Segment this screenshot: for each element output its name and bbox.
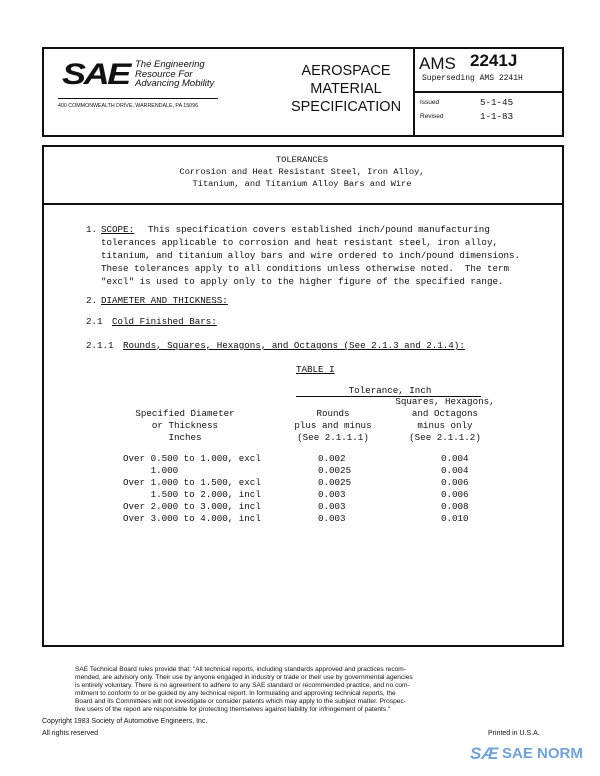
rights-reserved: All rights reserved [42, 730, 99, 737]
scope-text: "excl" is used to apply only to the higher figure of the specified range. [101, 276, 504, 287]
table-cell-diameter: Over 0.500 to 1.000, excl [123, 453, 261, 464]
scope-text: titanium, and titanium alloy bars and wire ordered to inch/pound dimensions. [101, 250, 521, 261]
sae-logo: SAE [62, 58, 129, 91]
scope-text: tolerances applicable to corrosion and heat resistant steel, iron alloy, [101, 237, 498, 248]
revised-date: 1-1-83 [480, 111, 514, 122]
supersedes: Superseding AMS 2241H [422, 74, 523, 83]
table-cell-squares: 0.006 [441, 477, 469, 488]
watermark-logo: SÆ [470, 744, 499, 763]
table-cell-rounds: 0.0025 [318, 477, 352, 488]
column-header-rounds: Rounds plus and minus (See 2.1.1.1) [294, 408, 372, 443]
scope-text: This specification covers established inch/pound manufacturing [148, 224, 490, 235]
table-cell-diameter: Over 1.000 to 1.500, excl [123, 477, 261, 488]
table-cell-diameter: Over 2.000 to 3.000, incl [123, 501, 261, 512]
tagline: The Engineering Resource For Advancing Mobility [135, 59, 215, 89]
table-cell-diameter: 1.500 to 2.000, incl [123, 489, 261, 500]
table-cell-squares: 0.006 [441, 489, 469, 500]
copyright: Copyright 1983 Society of Automotive Engineers, Inc. [42, 718, 208, 725]
table-cell-diameter: Over 3.000 to 4.000, incl [123, 513, 261, 524]
disclaimer: SAE Technical Board rules provide that: "All technical reports, including standards approved and practices recom- mended, are advisory only. Their use by anyone engaged in industry or trade or their use by governmental agencies is entirely voluntary. There is no agreement to adhere to any SAE standard or recommended practice, and no com- mitment to conform to or be guided by any technical report. In formulating and approving technical reports, the Board and its Committees will not investigate or consider patents which may apply to the subject matter. Prospec- tive users of the report are responsible for protecting themselves against liability for infringement of patents." [75, 666, 413, 713]
column-header-diameter: Specified Diameter or Thickness Inches [135, 408, 235, 443]
title-heading: TOLERANCES [275, 155, 329, 165]
table-cell-rounds: 0.003 [318, 501, 346, 512]
issued-date: 5-1-45 [480, 97, 514, 108]
title-line: Corrosion and Heat Resistant Steel, Iron Alloy, [179, 167, 425, 177]
section-label: Rounds, Squares, Hexagons, and Octagons (See 2.1.3 and 2.1.4): [123, 340, 465, 351]
table-cell-squares: 0.010 [441, 513, 469, 524]
section-number: 2.1.1 [86, 340, 114, 351]
table-cell-squares: 0.004 [441, 453, 469, 464]
section-label: SCOPE: [101, 224, 135, 235]
table-cell-rounds: 0.002 [318, 453, 346, 464]
section-label: Cold Finished Bars: [112, 316, 217, 327]
section-number: 1. [86, 224, 98, 235]
title-line: Titanium, and Titanium Alloy Bars and Wire [192, 179, 412, 189]
logo-rule [58, 98, 218, 99]
title-rule [42, 203, 562, 205]
revised-label: Revised [420, 113, 444, 120]
section-label: DIAMETER AND THICKNESS: [101, 295, 228, 306]
table-cell-rounds: 0.0025 [318, 465, 352, 476]
ams-number: 2241J [470, 51, 518, 70]
table-cell-squares: 0.004 [441, 465, 469, 476]
address: 400 COMMONWEALTH DRIVE, WARRENDALE, PA 15096 [58, 103, 199, 109]
section-number: 2.1 [86, 316, 103, 327]
table-caption: TABLE I [296, 364, 335, 375]
column-header-squares: Squares, Hexagons, and Octagons minus only (See 2.1.1.2) [395, 396, 495, 443]
table-cell-diameter: 1.000 [123, 465, 179, 476]
table-group-header: Tolerance, Inch [348, 385, 432, 396]
header-divider [413, 91, 562, 93]
printed-in: Printed in U.S.A. [488, 730, 540, 737]
section-number: 2. [86, 295, 98, 306]
scope-text: These tolerances apply to all conditions unless otherwise noted. The term [101, 263, 509, 274]
ams-prefix: AMS [419, 54, 456, 73]
table-cell-squares: 0.008 [441, 501, 469, 512]
doc-type: AEROSPACE MATERIAL SPECIFICATION [290, 63, 402, 115]
table-cell-rounds: 0.003 [318, 489, 346, 500]
table-cell-rounds: 0.003 [318, 513, 346, 524]
issued-label: Issued [420, 99, 440, 106]
watermark: SAE NORM [502, 745, 583, 762]
